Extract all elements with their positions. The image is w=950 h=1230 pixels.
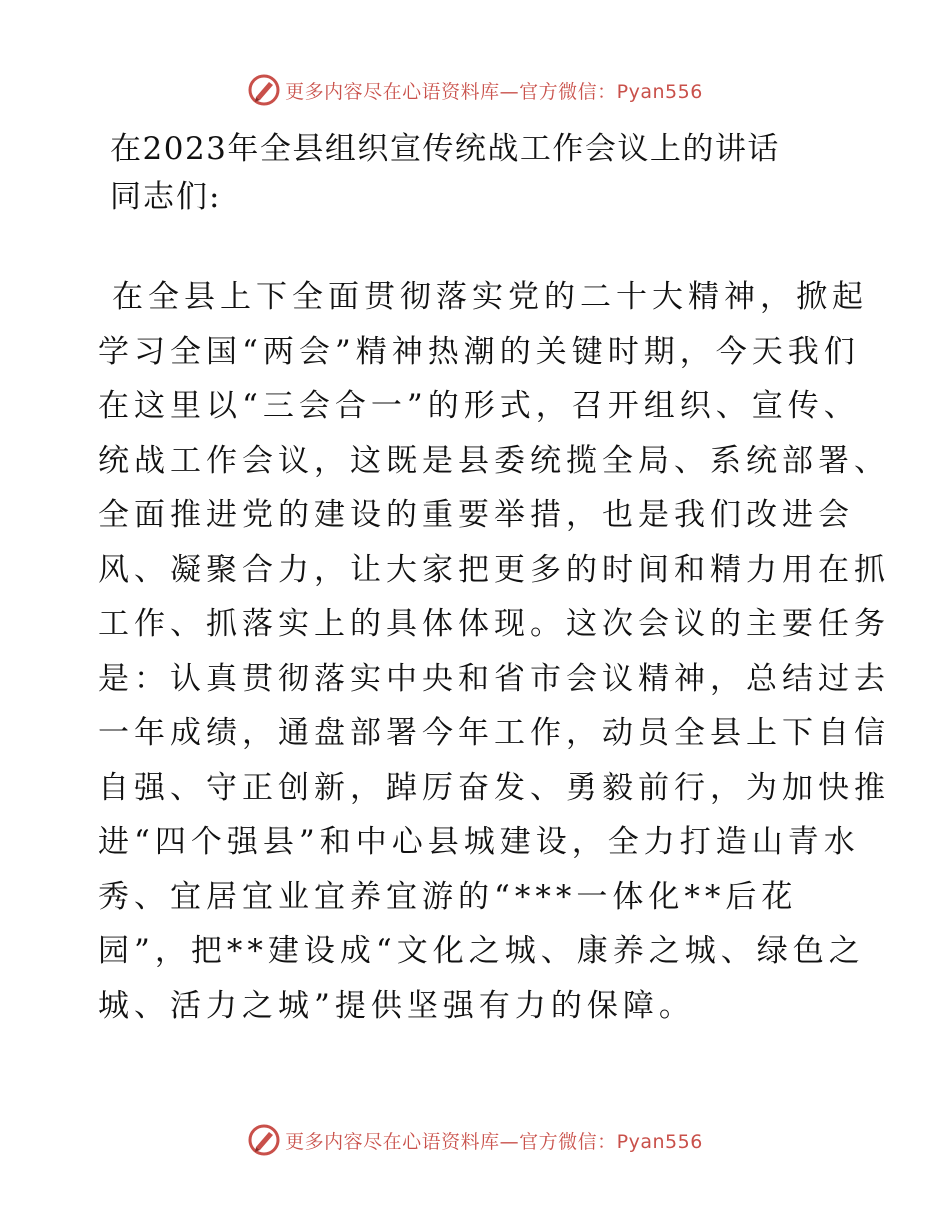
paragraph-line: 在这里以“三会合一”的形式，召开组织、宣传、 <box>98 388 860 424</box>
paragraph-line: 是：认真贯彻落实中央和省市会议精神，总结过去 <box>98 660 890 697</box>
document-title: 在2023年全县组织宣传统战工作会议上的讲话 <box>110 131 780 167</box>
watermark-banner-bottom <box>0 1120 950 1160</box>
salutation: 同志们: <box>110 179 222 215</box>
paragraph-line: 学习全国“两会”精神热潮的关键时期，今天我们 <box>98 333 860 370</box>
paragraph-line: 城、活力之城”提供坚强有力的保障。 <box>98 987 695 1024</box>
pen-circle-logo-icon <box>247 1123 281 1157</box>
watermark-text: 更多内容尽在心语资料库—官方微信：Pyan556 <box>285 1130 703 1153</box>
paragraph-line: 在全县上下全面贯彻落实党的二十大精神，掀起 <box>112 279 868 315</box>
paragraph-line: 园”，把**建设成“文化之城、康养之城、绿色之 <box>98 933 865 969</box>
body-paragraph <box>98 270 890 1033</box>
paragraph-line: 进“四个强县”和中心县城建设，全力打造山青水 <box>98 824 860 860</box>
paragraph-line: 自强、守正创新，踔厉奋发、勇毅前行，为加快推 <box>98 769 890 806</box>
pen-circle-logo-icon <box>247 73 281 107</box>
paragraph-line: 秀、宜居宜业宜养宜游的“***一体化**后花 <box>98 878 798 915</box>
paragraph-line: 一年成绩，通盘部署今年工作，动员全县上下自信 <box>98 715 890 751</box>
paragraph-line: 工作、抓落实上的具体体现。这次会议的主要任务 <box>98 606 890 642</box>
watermark-banner-top <box>0 70 950 110</box>
paragraph-line: 统战工作会议，这既是县委统揽全局、系统部署、 <box>98 442 890 479</box>
paragraph-line: 风、凝聚合力，让大家把更多的时间和精力用在抓 <box>98 551 890 588</box>
watermark-text: 更多内容尽在心语资料库—官方微信：Pyan556 <box>285 80 703 103</box>
paragraph-line: 全面推进党的建设的重要举措，也是我们改进会 <box>98 497 854 533</box>
